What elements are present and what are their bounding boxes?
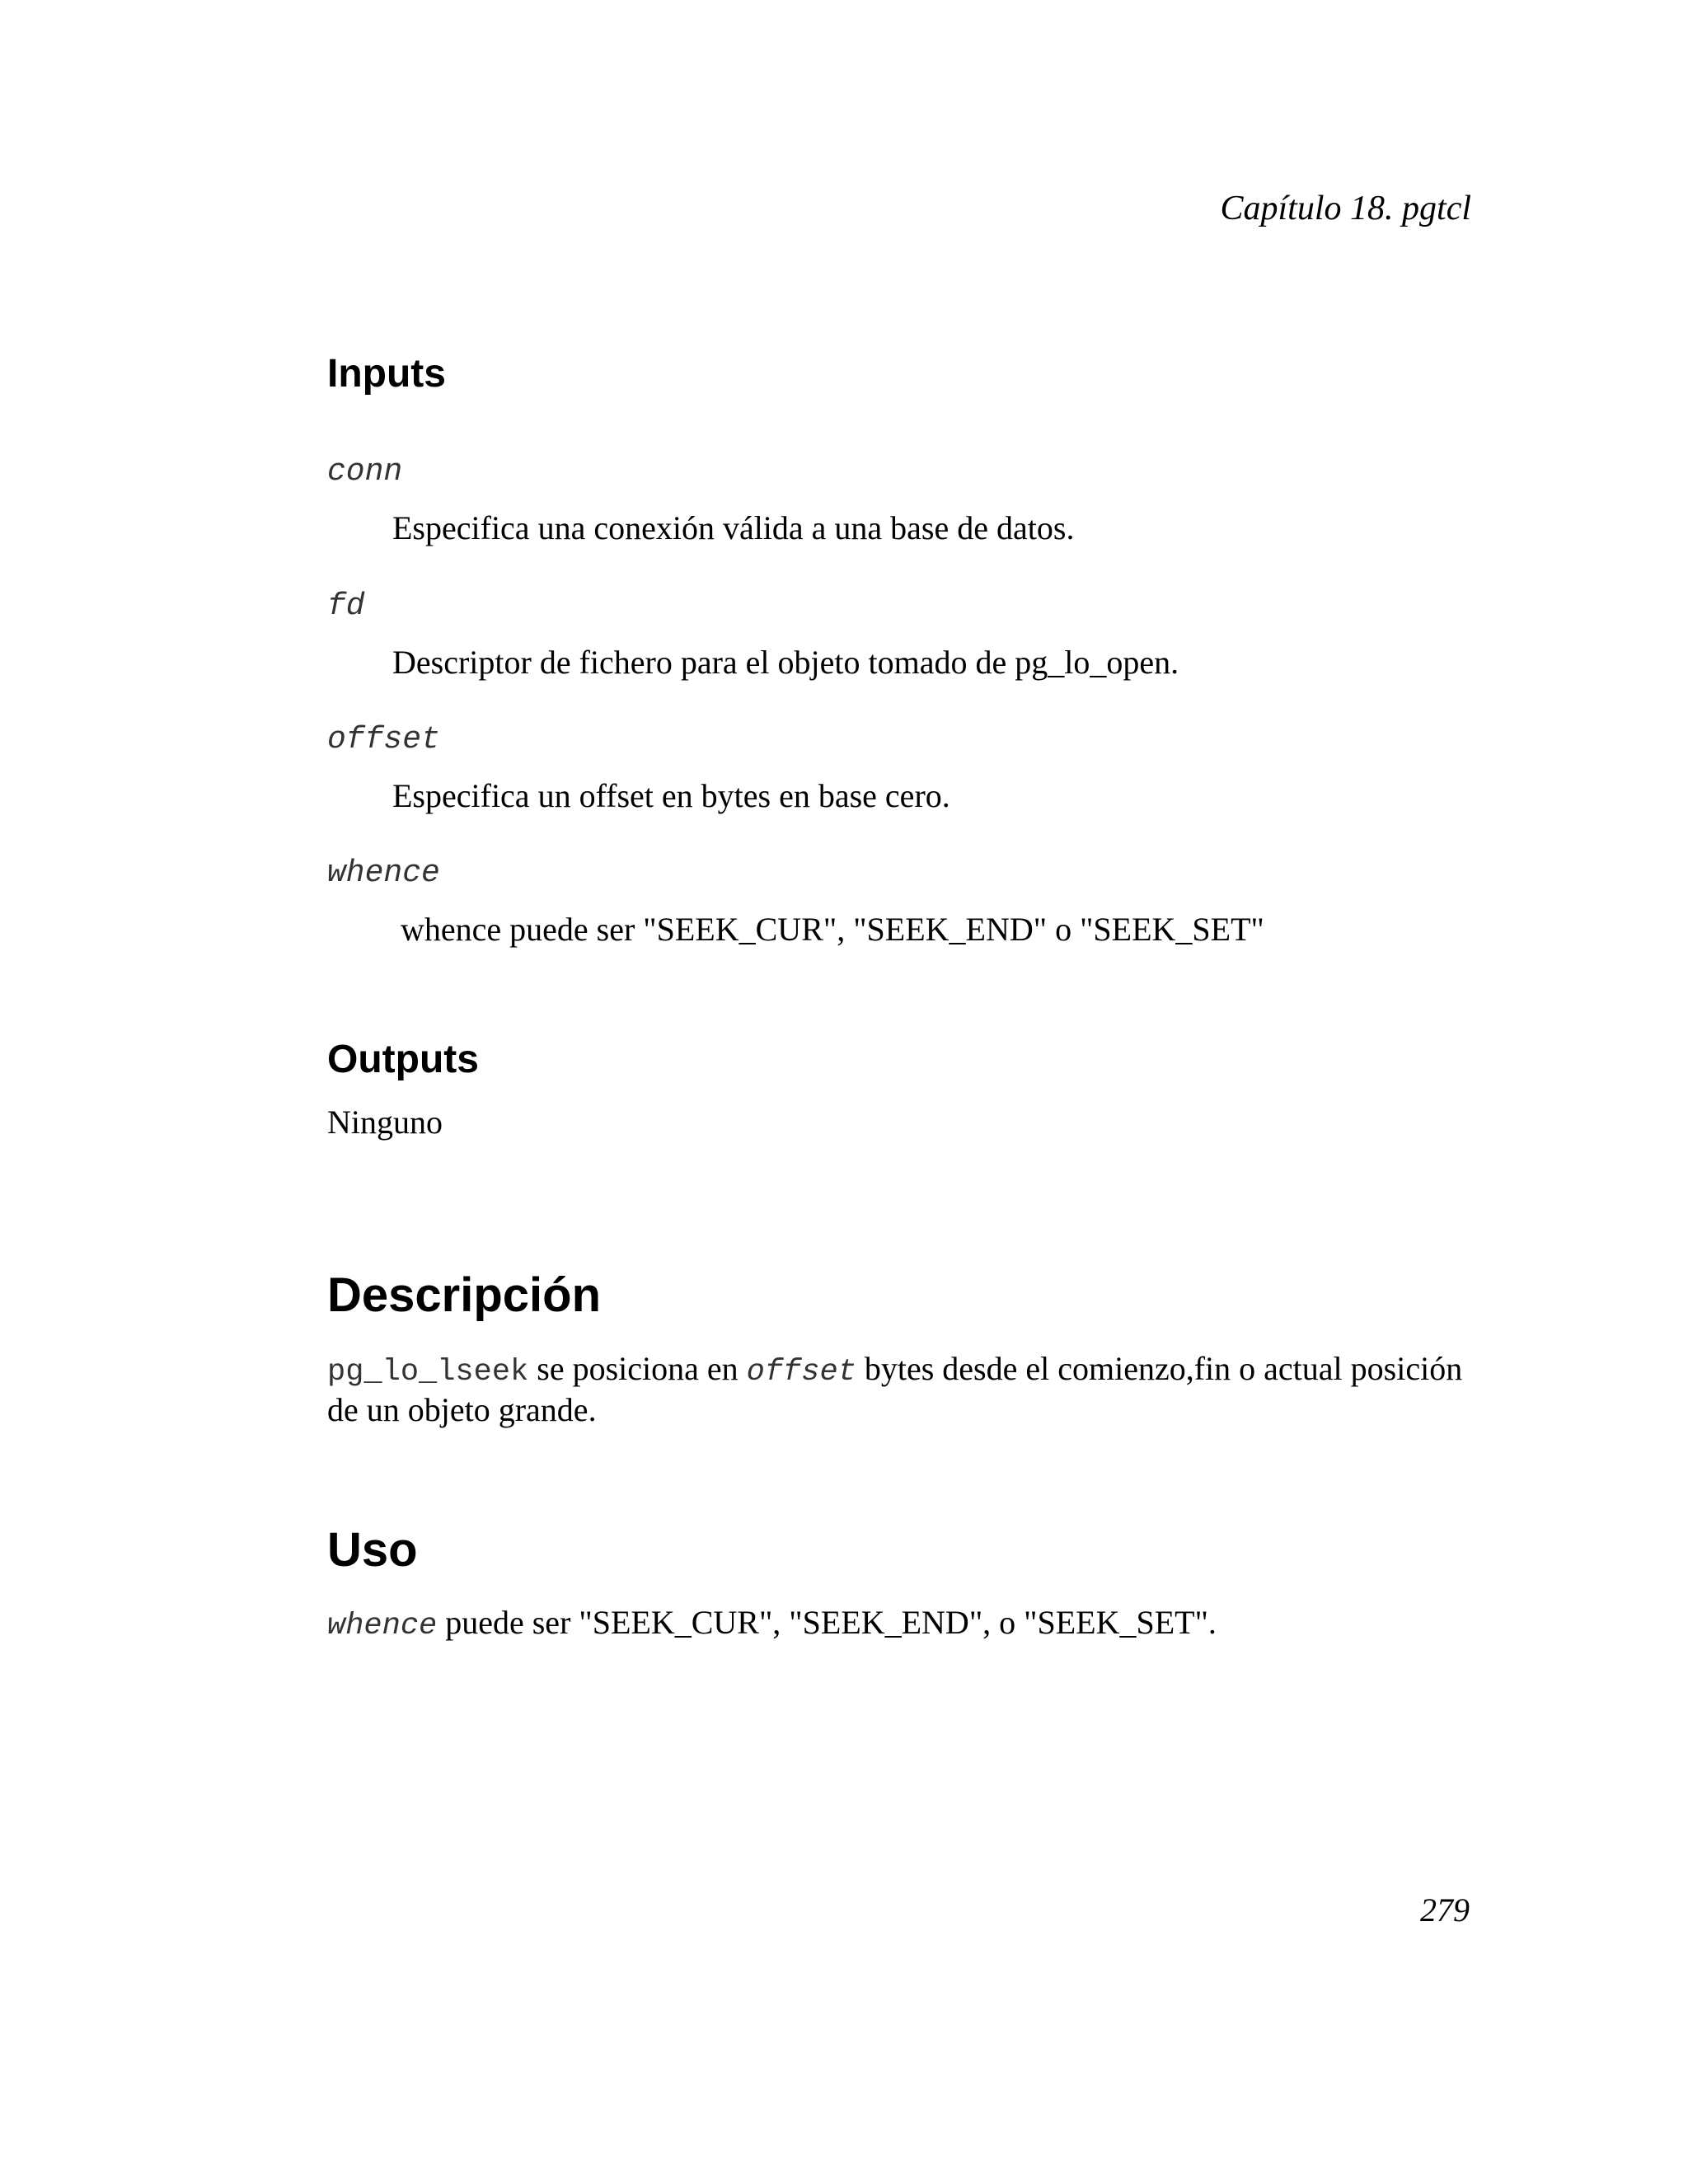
- description-heading: Descripción: [327, 1268, 601, 1322]
- term-offset: offset: [327, 722, 440, 757]
- description-line-2: de un objeto grande.: [327, 1391, 597, 1428]
- usage-text: puede ser "SEEK_CUR", "SEEK_END", o "SEEK_SET".: [437, 1604, 1217, 1641]
- description-line-1: [327, 1347, 1462, 1394]
- usage-text-line: [327, 1601, 1217, 1647]
- command-name: pg_lo_lseek: [327, 1355, 529, 1390]
- page-number: 279: [1420, 1891, 1470, 1929]
- outputs-heading: Outputs: [327, 1038, 479, 1081]
- parameter-whence: whence: [327, 1609, 438, 1643]
- term-conn: conn: [327, 454, 403, 490]
- usage-heading: Uso: [327, 1523, 418, 1577]
- definition-offset: Especifica un offset en bytes en base cero.: [392, 777, 950, 814]
- parameter-offset: offset: [746, 1355, 856, 1390]
- description-text-a: se posiciona en: [528, 1350, 747, 1387]
- description-text-b: bytes desde el comienzo,fin o actual posición: [856, 1350, 1463, 1387]
- definition-whence: whence puede ser "SEEK_CUR", "SEEK_END" o "SEEK_SET": [392, 911, 1264, 948]
- inputs-heading: Inputs: [327, 352, 446, 396]
- term-whence: whence: [327, 855, 440, 891]
- term-fd: fd: [327, 588, 365, 624]
- running-header: Capítulo 18. pgtcl: [1220, 190, 1471, 227]
- definition-fd: Descriptor de fichero para el objeto tomado de pg_lo_open.: [392, 644, 1179, 681]
- definition-conn: Especifica una conexión válida a una base de datos.: [392, 509, 1075, 546]
- outputs-text: Ninguno: [327, 1104, 443, 1141]
